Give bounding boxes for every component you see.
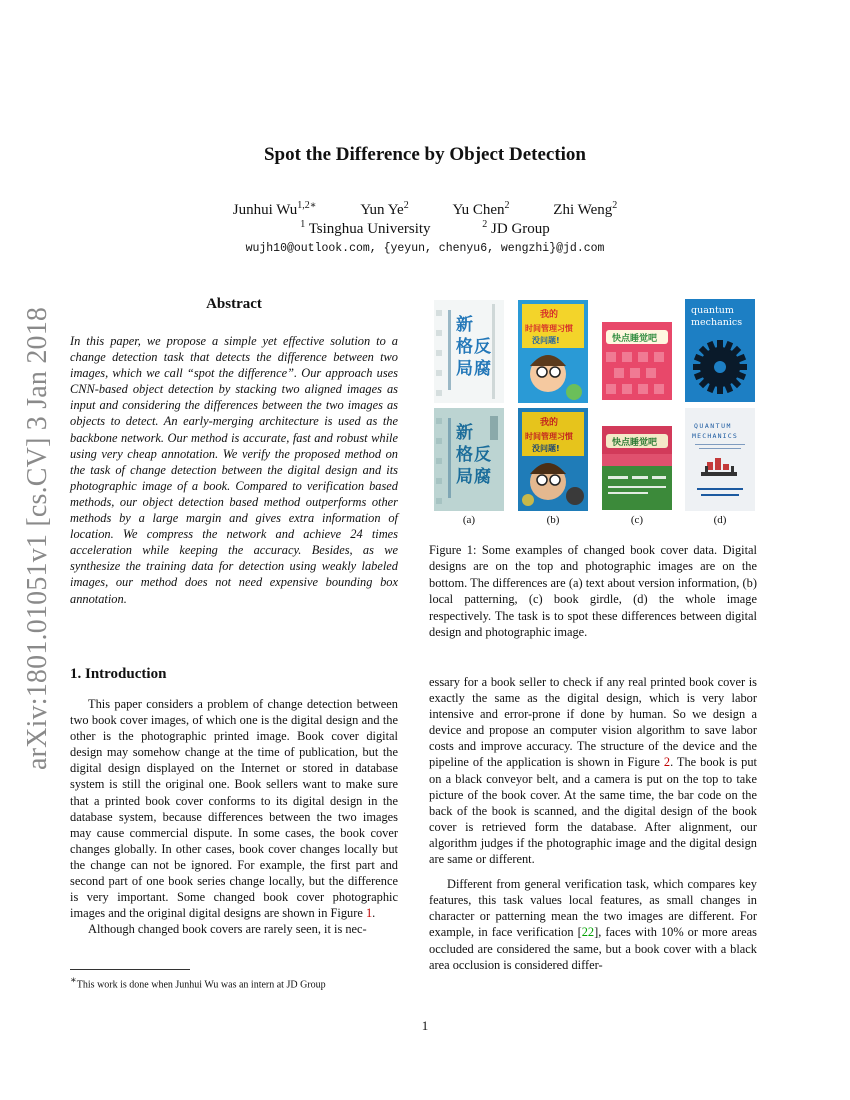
subfigure-label-d: (d) [713, 514, 727, 526]
book-cover-a-digital [434, 300, 504, 403]
cover-title-char: 腐 [474, 359, 491, 379]
cover-text: mechanics [691, 317, 743, 328]
book-cover-b-digital [518, 300, 588, 403]
book-cover-a-photo [434, 408, 504, 511]
figure-reference-link[interactable]: 2 [663, 755, 671, 770]
figure-1 [433, 298, 758, 530]
left-column [70, 696, 398, 937]
subfigure-label-a: (a) [462, 514, 476, 526]
author: Zhi Weng$^2$ [553, 200, 618, 218]
cover-text: 没问题! [532, 444, 560, 453]
author-emails: wujh10@outlook.com, {yeyun, chenyu6, wengzhi}@jd.com [245, 242, 605, 255]
citation-link[interactable]: 22 [581, 925, 595, 940]
cover-title-char: 反 [474, 337, 491, 357]
book-cover-c-digital [602, 322, 672, 400]
cover-title-char: 局 [456, 359, 473, 379]
book-cover-d-digital [685, 299, 755, 402]
affiliation: $^1$ Tsinghua University [300, 219, 431, 237]
right-column [429, 674, 757, 973]
cover-title-char: 格 [456, 445, 473, 465]
author-list [0, 200, 850, 219]
footnote: ∗This work is done when Junhui Wu was an intern at JD Group [70, 975, 326, 991]
figure-caption: Figure 1: Some examples of changed book cover data. Digital designs are on the top and photographic images are on the bottom. The differences are (a) text about version information, (b) local patterning, (c) book girdle, (d) the whole image respectively. The task is to spot these differences between digital design and photographic image. [429, 543, 757, 640]
affiliation: $^2$ JD Group [482, 219, 550, 237]
paragraph: Although changed book covers are rarely seen, it is nec- [88, 922, 367, 937]
cover-text: 没问题! [532, 336, 560, 345]
cover-text: 快点睡觉吧 [612, 438, 658, 448]
cover-text: MECHANICS [692, 432, 739, 440]
author: Yun Ye$^2$ [360, 200, 409, 218]
page-number: 1 [421, 1018, 429, 1033]
subfigure-label-b: (b) [546, 514, 560, 526]
cover-title-char: 格 [456, 337, 473, 357]
book-cover-c-photo [602, 426, 672, 510]
paper-title: Spot the Difference by Object Detection [263, 144, 587, 165]
paragraph: essary for a book seller to check if any real printed book cover is exactly the same as the digital design, which is very labor intensive and error-prone if done by human. So we design a device and propose an computer vision algorithm to save labor costs and improve accuracy. The structure of the device and the pipeline of the application is shown in Figure 2. The book is put on a black conveyor belt, and a camera is put on the top to take picture of the book cover. At the same time, the bar code on the back of the book is scanned, and the digital design of the book cover is retrieved form the database. After alignment, our algorithm judges if the photographic image and the digital design are same or different. [429, 675, 757, 867]
cover-title-char: 反 [474, 445, 491, 465]
abstract-body: In this paper, we propose a simple yet effective solution to a change detection task that detects the difference between two images, which we call “spot the difference”. Our approach uses CNN-based object detection by stacking two aligned images as input and considering the differences between the two images as objects to detect. An early-merging architecture is used as the backbone network. Our method is accurate, fast and robust while using very cheap annotation. We verify the proposed method on the task of change detection between the digital design and its photographic image of a book. Compared to verification based methods, our object detection based method outperforms other methods by a large margin and gives extra information of location. We compress the network and achieve 24 times acceleration while keeping the accuracy. Besides, as we synthesize the training data for detection using weakly labeled images, our method does not need expensive bounding box annotation. [70, 334, 398, 606]
cover-text: 时间管理习惯 [525, 432, 573, 441]
cover-text: quantum [691, 305, 734, 316]
cover-text: 快点睡觉吧 [612, 334, 658, 344]
author: Junhui $Wu^{1,2∗}$ [232, 200, 317, 218]
figure-reference-link[interactable]: 1 [365, 906, 373, 921]
footnote-divider [70, 969, 190, 970]
cover-title-char: 新 [456, 315, 473, 335]
paragraph: This paper considers a problem of change detection between two book cover images, of which one is the digital design and the other is the photographic printed image. Book cover digital design may somehow change at the time of publication, but the digital design displayed on the Internet or stored in database system is still the original one. Book sellers want to make sure that a printed book cover conforms to its digital design in the database system, because differences between the two images may cause commercial dispute. In some cases, the book cover changes globally. In other cases, book cover changes locally but the change can not be ignored. For example, the first part and second part of one book series change locally, but the difference is very important. Some changed book cover photographic images and the original digital designs are shown in Figure 1. [70, 697, 398, 921]
cover-title-char: 腐 [474, 467, 491, 487]
paragraph: Different from general verification task, which compares key features, this task values local features, as small changes in character or patterning mean the two images are different. For example, in face verification [22], faces with 10% or more areas occluded are considered the same, but a book cover with a black area occlusion is considered differ- [429, 877, 757, 972]
cover-text: QUANTUM [694, 422, 732, 430]
arxiv-stamp: arXiv:1801.01051v1 [cs.CV] 3 Jan 2018 [22, 306, 53, 770]
cover-text: 我的 [540, 418, 559, 428]
section-heading-introduction: 1. Introduction [70, 666, 167, 682]
cover-text: 时间管理习惯 [525, 324, 573, 333]
book-cover-d-photo [685, 408, 755, 511]
author: Yu Chen$^2$ [452, 200, 510, 218]
subfigure-label-c: (c) [630, 514, 644, 526]
cover-title-char: 局 [456, 467, 473, 487]
cover-text: 我的 [540, 310, 559, 320]
book-cover-b-photo [518, 408, 588, 511]
abstract-heading: Abstract [206, 296, 262, 312]
cover-title-char: 新 [456, 423, 473, 443]
affiliation-list [0, 219, 850, 238]
